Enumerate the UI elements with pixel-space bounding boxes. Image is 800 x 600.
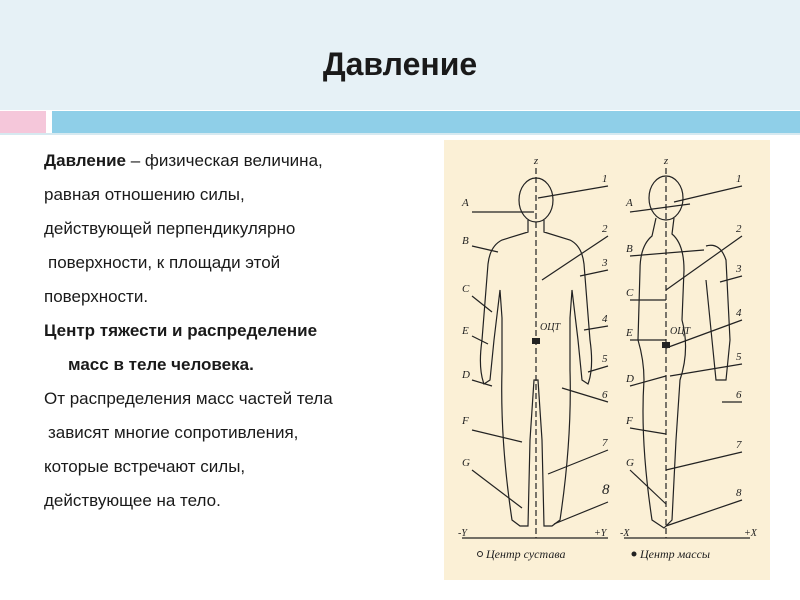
figure-svg (444, 140, 770, 580)
mass-center-symbol (632, 552, 637, 557)
letter-front-e: E (462, 325, 469, 337)
letter-side-f: F (626, 415, 633, 427)
side-body-outline (638, 176, 730, 528)
axis-plus-y: +Y (594, 528, 607, 539)
letter-front-a: A (462, 197, 469, 209)
accent-bar-blue (52, 111, 800, 133)
letter-side-c: C (626, 287, 634, 299)
number-side-2: 2 (736, 223, 742, 235)
accent-bar-pink (0, 111, 46, 133)
joint-center-symbol (478, 552, 483, 557)
para-line-1: От распределения масс частей тела (44, 389, 333, 408)
number-front-3: 3 (602, 257, 608, 269)
text-line-3: действующей перпендикулярно (44, 219, 296, 238)
number-side-1: 1 (736, 173, 742, 185)
number-front-8: 8 (602, 482, 610, 498)
definition-term: Давление (44, 151, 126, 170)
letter-front-f: F (462, 415, 469, 427)
number-side-3: 3 (736, 263, 742, 275)
axis-minus-y: -Y (458, 528, 467, 539)
oct-label-side: ОЦТ (670, 326, 691, 337)
number-side-5: 5 (736, 351, 742, 363)
number-front-1: 1 (602, 173, 608, 185)
number-front-7: 7 (602, 437, 608, 449)
body-mass-figure (444, 140, 770, 580)
number-side-7: 7 (736, 439, 742, 451)
axis-plus-x: +X (744, 528, 757, 539)
axis-minus-x: -X (620, 528, 630, 539)
number-side-4: 4 (736, 307, 742, 319)
para-line-3: которые встречают силы, (44, 457, 246, 476)
letter-front-d: D (462, 369, 470, 381)
letter-side-g: G (626, 457, 634, 469)
number-front-6: 6 (602, 389, 608, 401)
caption-mass-center: Центр массы (640, 547, 711, 561)
letter-side-a: A (626, 197, 633, 209)
letter-side-d: D (626, 373, 634, 385)
axis-z-front: z (533, 155, 539, 167)
slide-title: Давление (322, 46, 478, 82)
para-line-2: зависят многие сопротивления, (48, 423, 299, 442)
number-side-6: 6 (736, 389, 742, 401)
number-side-8: 8 (736, 487, 742, 499)
letter-front-b: B (462, 235, 469, 247)
heading-line-1: Центр тяжести и распределение (44, 321, 318, 340)
text-line-2: равная отношению силы, (44, 185, 245, 204)
header-divider (0, 133, 800, 135)
letter-front-c: C (462, 283, 470, 295)
para-line-4: действующее на тело. (44, 491, 221, 510)
text-line-4: поверхности, к площади этой (48, 253, 281, 272)
caption-joint-center: Центр сустава (486, 547, 566, 561)
heading-line-2: масс в теле человека. (68, 355, 254, 374)
number-front-4: 4 (602, 313, 608, 325)
oct-label-front: ОЦТ (540, 322, 561, 333)
definition-line (44, 144, 444, 178)
letter-front-g: G (462, 457, 470, 469)
letter-side-e: E (626, 327, 633, 339)
text-line-5: поверхности. (44, 287, 149, 306)
number-front-5: 5 (602, 353, 608, 365)
definition-rest: – физическая величина, (126, 151, 323, 170)
letter-side-b: B (626, 243, 633, 255)
number-front-2: 2 (602, 223, 608, 235)
center-of-mass-marker-front (532, 338, 540, 344)
axis-z-side: z (663, 155, 669, 167)
center-of-mass-marker-side (662, 342, 670, 348)
body-text (44, 144, 444, 518)
